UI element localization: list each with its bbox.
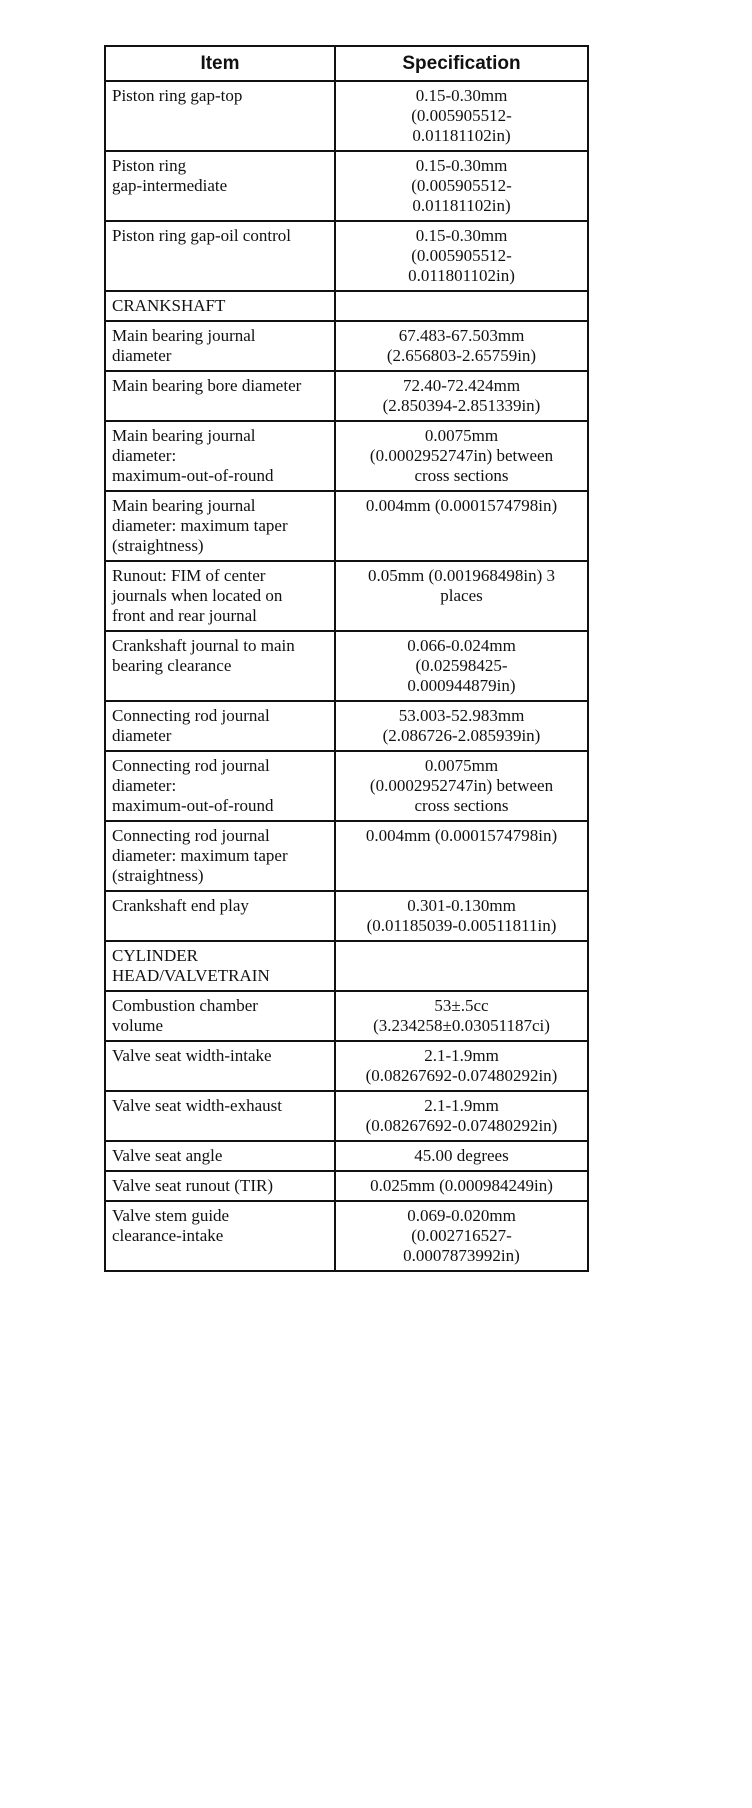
- table-row: [105, 751, 588, 821]
- table-row: [105, 821, 588, 891]
- item-cell: Valve seat angle: [105, 1141, 335, 1171]
- table-header-row: [105, 46, 588, 81]
- specification-cell: [335, 291, 588, 321]
- specification-cell: 53±.5cc (3.234258±0.03051187ci): [335, 991, 588, 1041]
- table-row: [105, 371, 588, 421]
- item-cell: Main bearing bore diameter: [105, 371, 335, 421]
- specification-cell: 0.15-0.30mm (0.005905512- 0.011801102in): [335, 221, 588, 291]
- item-cell: Piston ring gap-intermediate: [105, 151, 335, 221]
- specification-cell: 0.004mm (0.0001574798in): [335, 491, 588, 561]
- table-row: [105, 991, 588, 1041]
- table-row: [105, 1201, 588, 1271]
- item-cell: Combustion chamber volume: [105, 991, 335, 1041]
- item-cell: Valve seat runout (TIR): [105, 1171, 335, 1201]
- item-cell: Main bearing journal diameter: maximum-out-of-round: [105, 421, 335, 491]
- table-row: [105, 491, 588, 561]
- table-row: [105, 1041, 588, 1091]
- item-cell: Connecting rod journal diameter: [105, 701, 335, 751]
- item-cell: Main bearing journal diameter: maximum taper (straightness): [105, 491, 335, 561]
- table-row: [105, 81, 588, 151]
- item-cell: CRANKSHAFT: [105, 291, 335, 321]
- specification-cell: 0.004mm (0.0001574798in): [335, 821, 588, 891]
- table-row: [105, 1171, 588, 1201]
- item-cell: CYLINDER HEAD/VALVETRAIN: [105, 941, 335, 991]
- table-body: [105, 81, 588, 1271]
- table-row: [105, 891, 588, 941]
- specification-cell: 0.069-0.020mm (0.002716527- 0.0007873992in): [335, 1201, 588, 1271]
- specification-table: [104, 45, 589, 1272]
- item-cell: Valve seat width-intake: [105, 1041, 335, 1091]
- specification-cell: 2.1-1.9mm (0.08267692-0.07480292in): [335, 1041, 588, 1091]
- table-row: [105, 221, 588, 291]
- table-row: [105, 1141, 588, 1171]
- specification-cell: 0.301-0.130mm (0.01185039-0.00511811in): [335, 891, 588, 941]
- table-row: [105, 631, 588, 701]
- item-cell: Crankshaft journal to main bearing clearance: [105, 631, 335, 701]
- item-cell: Connecting rod journal diameter: maximum taper (straightness): [105, 821, 335, 891]
- table-row: [105, 1091, 588, 1141]
- specification-cell: 53.003-52.983mm (2.086726-2.085939in): [335, 701, 588, 751]
- item-cell: Crankshaft end play: [105, 891, 335, 941]
- specification-cell: 0.0075mm (0.0002952747in) between cross sections: [335, 421, 588, 491]
- table-row: [105, 291, 588, 321]
- table-row: [105, 421, 588, 491]
- column-header-item: Item: [105, 46, 335, 81]
- table-row: [105, 151, 588, 221]
- table-row: [105, 701, 588, 751]
- item-cell: Piston ring gap-oil control: [105, 221, 335, 291]
- item-cell: Piston ring gap-top: [105, 81, 335, 151]
- specification-cell: 67.483-67.503mm (2.656803-2.65759in): [335, 321, 588, 371]
- specification-cell: 0.025mm (0.000984249in): [335, 1171, 588, 1201]
- specification-cell: 0.15-0.30mm (0.005905512- 0.01181102in): [335, 151, 588, 221]
- item-cell: Connecting rod journal diameter: maximum-out-of-round: [105, 751, 335, 821]
- specification-cell: [335, 941, 588, 991]
- table-row: [105, 321, 588, 371]
- specification-cell: 2.1-1.9mm (0.08267692-0.07480292in): [335, 1091, 588, 1141]
- specification-cell: 0.0075mm (0.0002952747in) between cross sections: [335, 751, 588, 821]
- table-row: [105, 561, 588, 631]
- specification-cell: 72.40-72.424mm (2.850394-2.851339in): [335, 371, 588, 421]
- table-row: [105, 941, 588, 991]
- item-cell: Main bearing journal diameter: [105, 321, 335, 371]
- column-header-specification: Specification: [335, 46, 588, 81]
- specification-cell: 45.00 degrees: [335, 1141, 588, 1171]
- item-cell: Valve stem guide clearance-intake: [105, 1201, 335, 1271]
- item-cell: Valve seat width-exhaust: [105, 1091, 335, 1141]
- specification-cell: 0.15-0.30mm (0.005905512- 0.01181102in): [335, 81, 588, 151]
- specification-cell: 0.066-0.024mm (0.02598425- 0.000944879in): [335, 631, 588, 701]
- item-cell: Runout: FIM of center journals when located on front and rear journal: [105, 561, 335, 631]
- specification-cell: 0.05mm (0.001968498in) 3 places: [335, 561, 588, 631]
